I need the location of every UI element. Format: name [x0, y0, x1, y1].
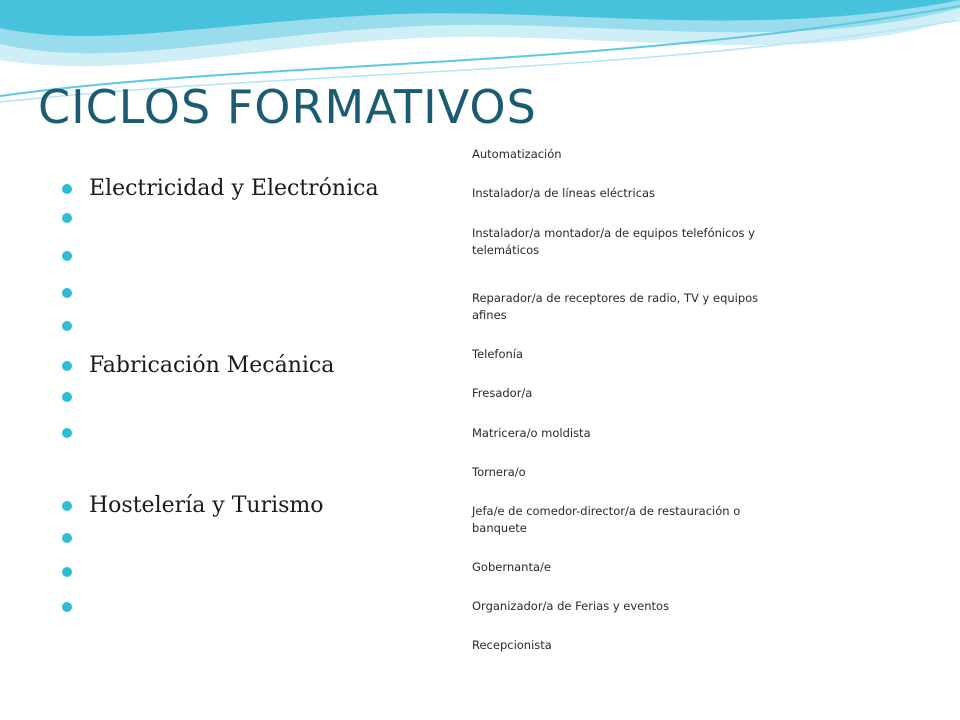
bullet-icon	[62, 501, 72, 511]
job-item: Instalador/a montador/a de equipos telefónicos y telemáticos	[472, 226, 755, 257]
job-item: Matricera/o moldista	[472, 426, 591, 440]
job-item: Gobernanta/e	[472, 560, 551, 574]
category-label: Fabricación Mecánica	[89, 353, 335, 378]
job-item: Tornera/o	[472, 465, 526, 479]
bullet-icon	[62, 602, 72, 612]
job-item: Telefonía	[472, 347, 524, 361]
category-label: Electricidad y Electrónica	[89, 176, 379, 201]
bullet-icon	[62, 428, 72, 438]
job-list	[472, 0, 792, 720]
bullet-icon	[62, 533, 72, 543]
bullet-icon	[62, 213, 72, 223]
bullet-icon	[62, 251, 72, 261]
bullet-icon	[62, 567, 72, 577]
bullet-icon	[62, 184, 72, 194]
bullet-icon	[62, 288, 72, 298]
job-item: Instalador/a de líneas eléctricas	[472, 186, 656, 200]
bullet-icon	[62, 392, 72, 402]
job-item: Recepcionista	[472, 638, 552, 652]
job-item: Fresador/a	[472, 386, 533, 400]
job-item: Organizador/a de Ferias y eventos	[472, 599, 670, 613]
job-item: Automatización	[472, 147, 562, 161]
bullet-icon	[62, 321, 72, 331]
category-list	[0, 0, 460, 720]
job-item: Jefa/e de comedor-director/a de restauración o banquete	[472, 504, 741, 535]
page-title: CICLOS FORMATIVOS	[38, 80, 537, 134]
bullet-icon	[62, 361, 72, 371]
category-label: Hostelería y Turismo	[89, 493, 324, 518]
job-item: Reparador/a de receptores de radio, TV y equipos afines	[472, 291, 759, 322]
